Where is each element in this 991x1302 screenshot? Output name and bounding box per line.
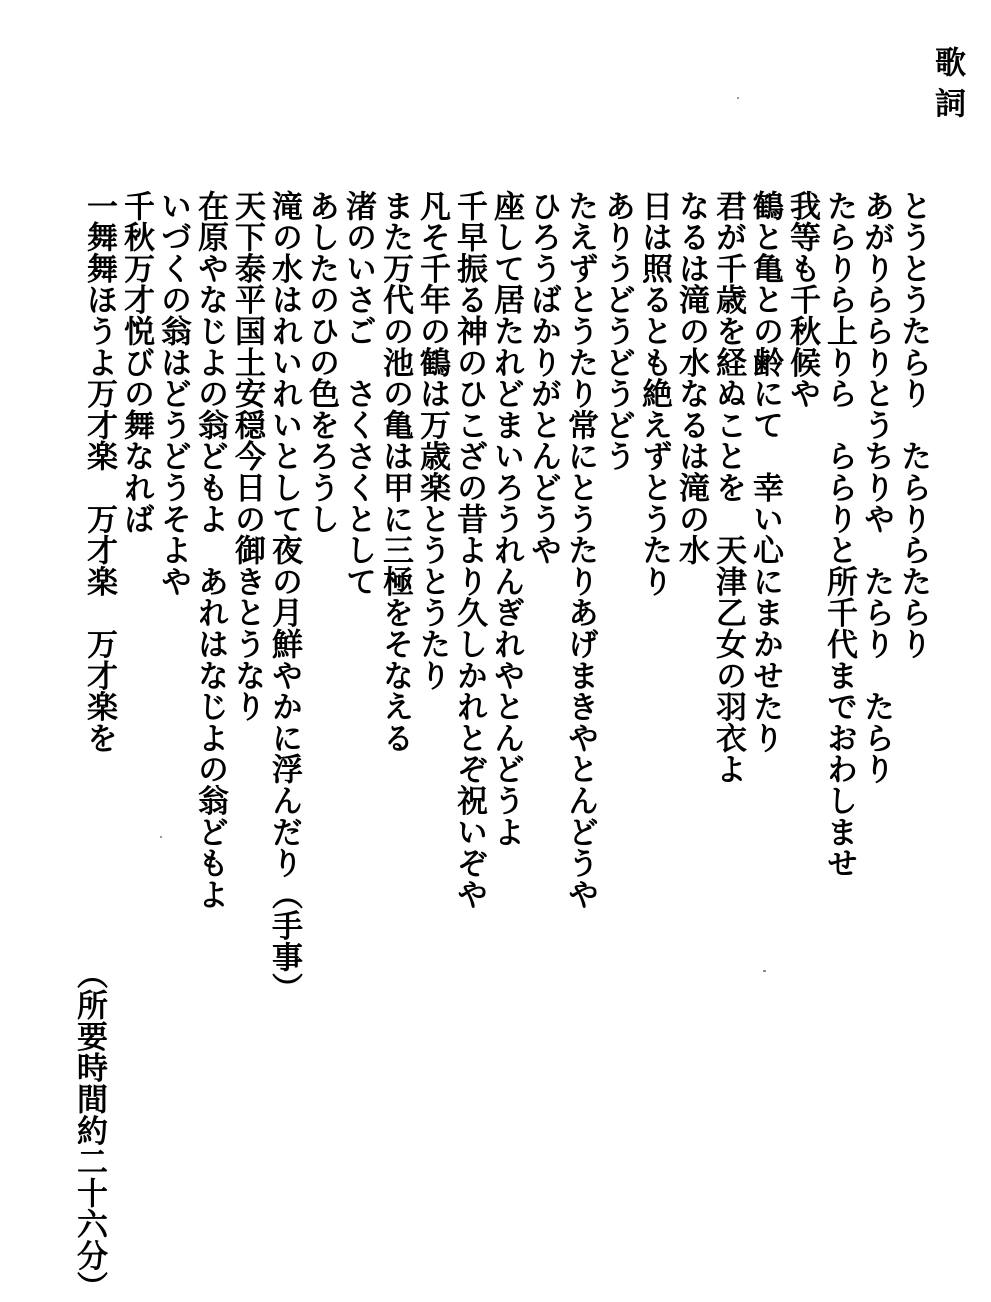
lyric-line: とうとうたらり たらりらたらり <box>895 190 931 660</box>
lyrics-body <box>58 190 931 1230</box>
lyric-line: ひろうばかりがとんどうや <box>525 190 561 566</box>
lyric-line: 千秋万才悦びの舞なれば <box>118 190 154 535</box>
lyric-line: たえずとうたり常にとうたりあげまきやとんどうや <box>562 190 598 910</box>
lyric-line: あしたのひの色をろうし <box>303 190 339 535</box>
lyric-line: 凡そ千年の鶴は万歳楽とうとうたり <box>414 190 450 691</box>
lyric-line: 一舞舞ほうよ万才楽 万才楽 万才楽を <box>81 190 117 754</box>
lyric-line: 日は照るとも絶えずとうたり <box>636 190 672 597</box>
lyric-line: なるは滝の水なるは滝の水 <box>673 190 709 566</box>
page-title: 歌詞 <box>929 46 965 128</box>
scan-speck <box>737 97 739 99</box>
lyric-line: また万代の池の亀は甲に三極をそなえる <box>377 190 413 754</box>
lyric-line: 渚のいさご さくさくとして <box>340 190 376 597</box>
lyric-line: あがりららりとうちりや たらり たらり <box>858 190 894 785</box>
duration-note: （所要時間約二十六分） <box>71 958 107 1302</box>
lyric-line: 君が千歳を経ぬことを 天津乙女の羽衣よ <box>710 190 746 785</box>
lyric-line: 天下泰平国土安穏今日の御きとうなり <box>229 190 265 723</box>
lyric-line: 我等も千秋候や <box>784 190 820 410</box>
scan-speck <box>763 970 766 972</box>
lyric-line: 座して居たれどまいろうれんぎれやとんどうよ <box>488 190 524 848</box>
lyric-line: 鶴と亀との齢にて 幸い心にまかせたり <box>747 190 783 754</box>
lyric-line: 在原やなじよの翁どもよ あれはなじよの翁どもよ <box>192 190 228 910</box>
scan-speck <box>160 836 162 838</box>
lyric-line: 千早振る神のひこざの昔より久しかれとぞ祝いぞや <box>451 190 487 910</box>
lyric-line: たらりら上りら ららりと所千代までおわしませ <box>821 190 857 879</box>
lyric-line: ありうどうどうどう <box>599 190 635 472</box>
lyric-line: いづくの翁はどうどうそよや <box>155 190 191 597</box>
lyric-line: 滝の水はれいれいとして夜の月鮮やかに浮んだり（手事） <box>266 190 302 1004</box>
